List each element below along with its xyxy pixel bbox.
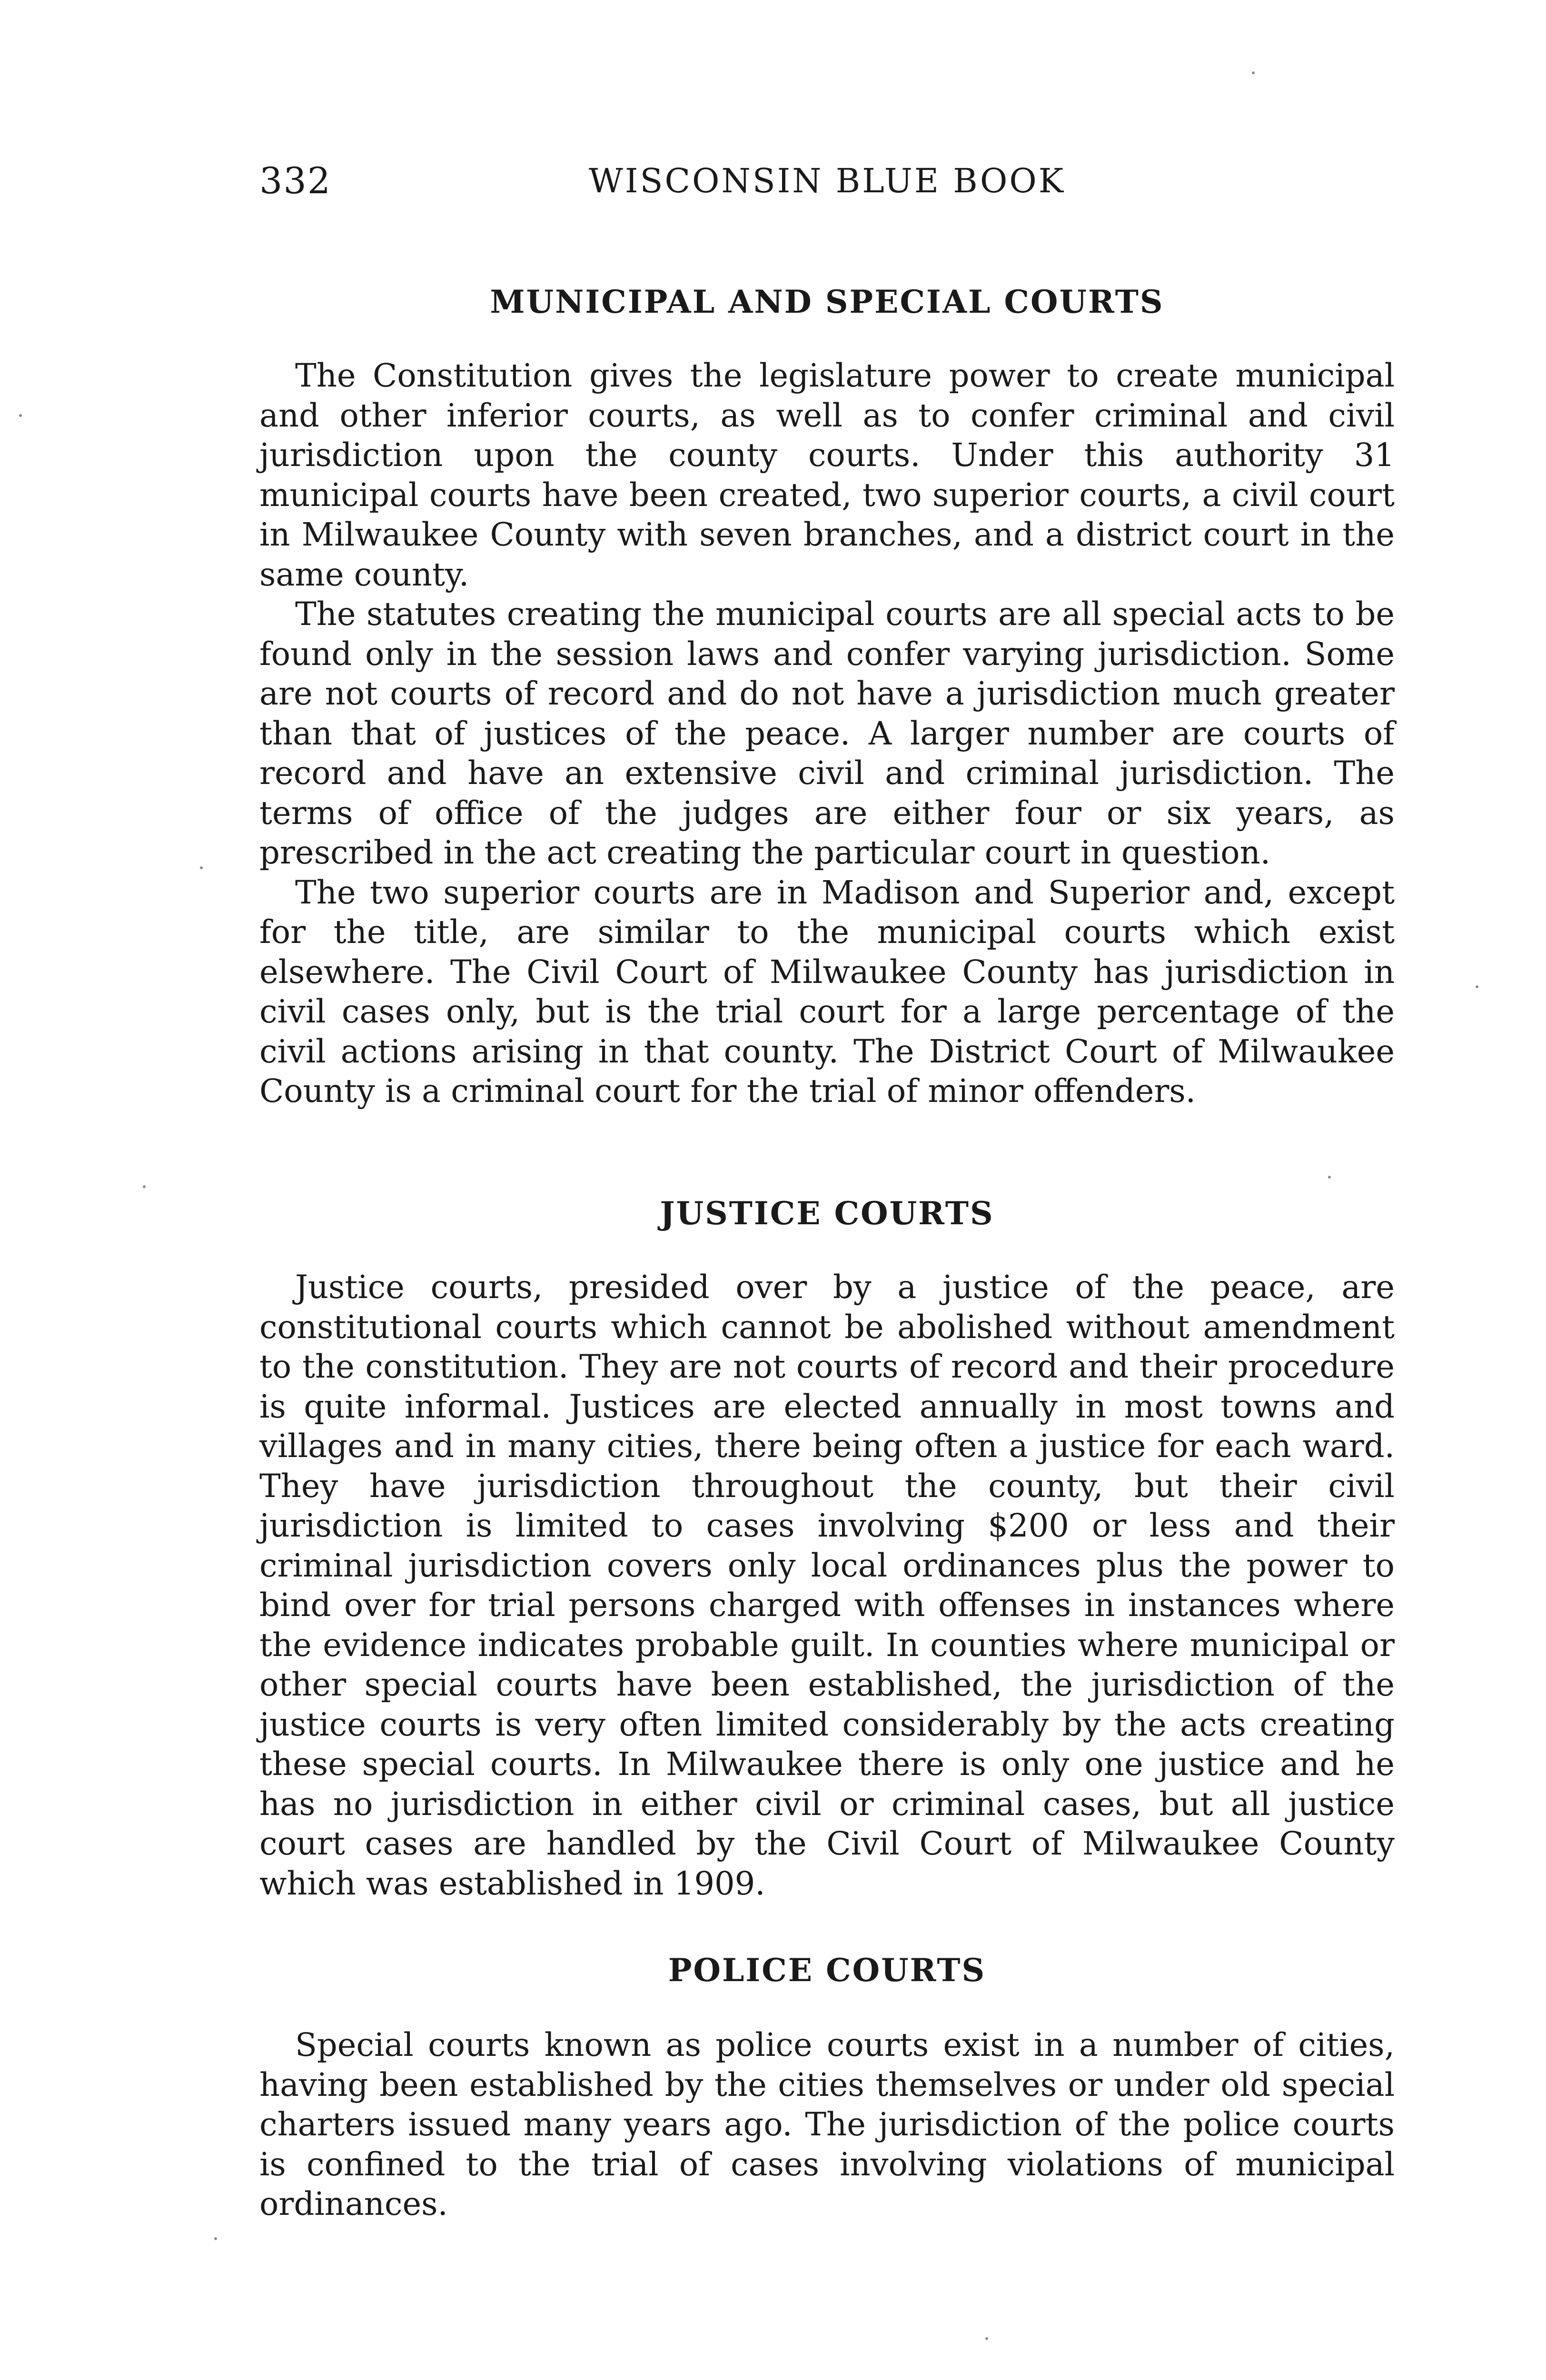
scan-speck [1476,985,1478,988]
scan-speck [985,2337,988,2340]
paragraph: The two superior courts are in Madison and Superior and, except for the title, are similar to the municipal courts which exist elsewhere. The Civil Court of Milwaukee County has jurisdiction in civil cases only, but is the trial court for a large percentage of the civil actions arising in that county. The District Court of Milwaukee County is a criminal court for the trial of minor offenders. [259,873,1395,1110]
section-municipal-courts [259,356,1395,1111]
section-police-courts [259,2025,1395,2224]
section-heading-police: POLICE COURTS [668,1952,986,1989]
scan-speck [1252,71,1255,74]
paragraph: The statutes creating the municipal courts are all special acts to be found only in the session laws and confer varying jurisdiction. Some are not courts of record and do not have a jurisdiction much greater than that of justices of the peace. A larger number are courts of record and have an extensive civil and criminal jurisdiction. The terms of office of the judges are either four or six years, as prescribed in the act creating the particular court in question. [259,595,1395,871]
running-head [259,159,1395,212]
scan-speck [214,2237,217,2240]
scan-speck [1328,1176,1331,1179]
paragraph: Special courts known as police courts exist in a number of cities, having been established by the cities themselves or under old special charters issued many years ago. The jurisdiction of the police courts is confined to the trial of cases involving violations of municipal ordinances. [259,2026,1395,2222]
page-number: 332 [259,159,332,202]
paragraph: The Constitution gives the legislature power to create municipal and other inferior courts, as well as to confer criminal and civil jurisdiction upon the county courts. Under this authority 31 municipal courts have been created, two superior courts, a civil court in Milwaukee County with seven branches, and a district court in the same county. [259,357,1395,593]
paragraph: Justice courts, presided over by a justice of the peace, are constitutional courts which cannot be abolished without amendment to the constitution. They are not courts of record and their procedure is quite informal. Justices are elected annually in most towns and villages and in many cities, there being often a justice for each ward. They have jurisdiction throughout the county, but their civil jurisdiction is limited to cases involving $200 or less and their criminal jurisdiction covers only local ordinances plus the power to bind over for trial persons charged with offenses in instances where the evidence indicates probable guilt. In counties where municipal or other special courts have been established, the jurisdiction of the justice courts is very often limited considerably by the acts creating these special courts. In Milwaukee there is only one justice and he has no jurisdiction in either civil or criminal cases, but all justice court cases are handled by the Civil Court of Milwaukee County which was established in 1909. [259,1269,1395,1902]
scan-speck [200,866,203,869]
section-heading-justice: JUSTICE COURTS [660,1195,994,1232]
scan-speck [19,414,22,417]
section-justice-courts [259,1268,1395,1904]
scan-speck [143,1185,146,1188]
section-heading-municipal: MUNICIPAL AND SPECIAL COURTS [490,283,1164,320]
running-title: WISCONSIN BLUE BOOK [588,161,1066,200]
